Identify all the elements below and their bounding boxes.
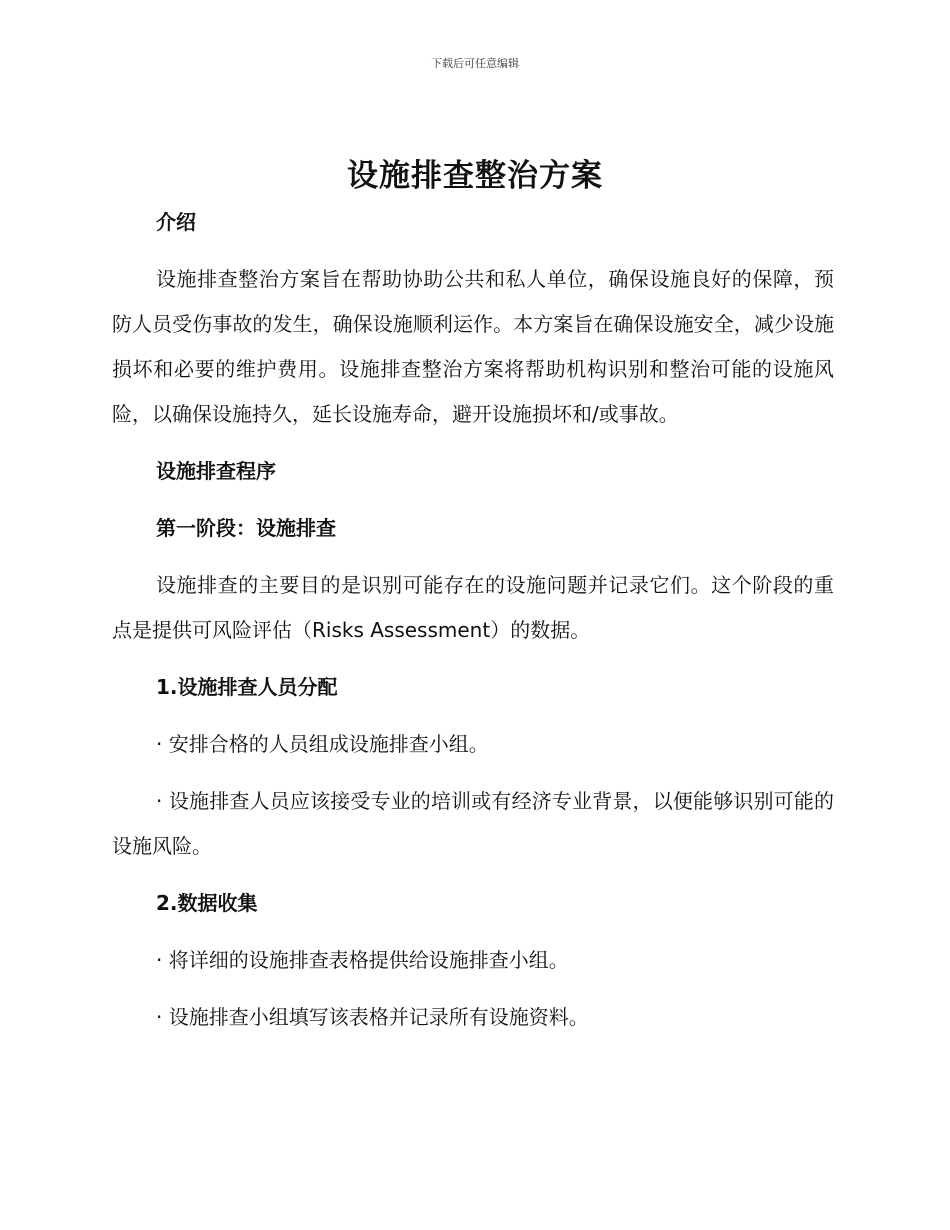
item1-bullet-2: · 设施排查人员应该接受专业的培训或有经济专业背景，以便能够识别可能的设施风险。 [112,789,834,858]
spacer [112,767,834,779]
spacer [112,926,834,938]
intro-heading: 介绍 [156,210,196,234]
spacer [112,983,834,995]
item2-bullet-1: · 将详细的设施排查表格提供给设施排查小组。 [156,948,569,972]
stage1-heading: 第一阶段：设施排查 [156,516,336,540]
spacer [112,551,834,563]
item1-heading: 1.设施排查人员分配 [156,675,338,699]
spacer [112,869,834,881]
intro-paragraph: 设施排查整治方案旨在帮助协助公共和私人单位，确保设施良好的保障，预防人员受伤事故的发生，确保设施顺利运作。本方案旨在确保设施安全，减少设施损坏和必要的维护费用。设施排查整治方案将帮助机构识别和整治可能的设施风险，以确保设施持久，延长设施寿命，避开设施损坏和/或事故。 [112,267,834,426]
item1-bullet-1: · 安排合格的人员组成设施排查小组。 [156,732,489,756]
spacer [112,437,834,449]
item2-bullet-2: · 设施排查小组填写该表格并记录所有设施资料。 [156,1005,589,1029]
page-title: 设施排查整治方案 [347,158,603,194]
spacer [112,245,834,257]
document-body [112,200,834,1040]
procedure-heading: 设施排查程序 [156,459,276,483]
stage1-paragraph: 设施排查的主要目的是识别可能存在的设施问题并记录它们。这个阶段的重点是提供可风险评估（Risks Assessment）的数据。 [112,573,834,642]
spacer [112,710,834,722]
spacer [112,494,834,506]
header-note: 下载后可任意编辑 [431,57,519,70]
spacer [112,653,834,665]
item2-heading: 2.数据收集 [156,891,258,915]
